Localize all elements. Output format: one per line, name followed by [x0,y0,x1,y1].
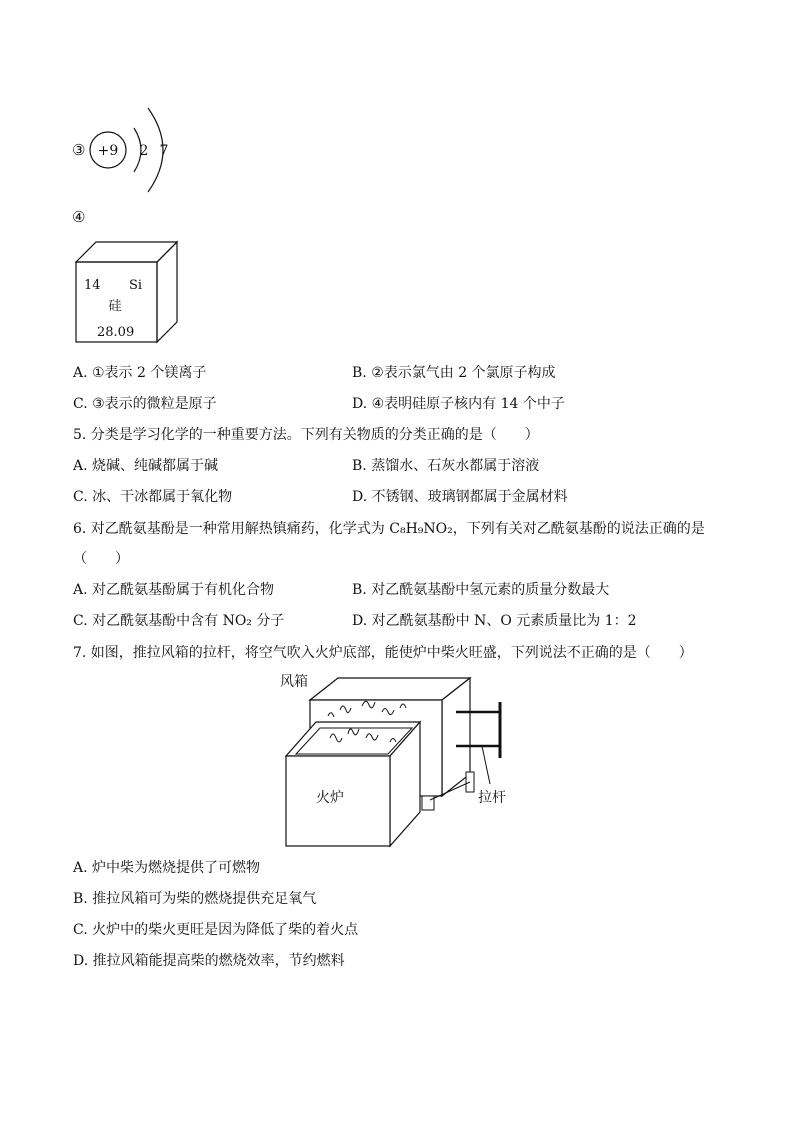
q6-stem-line2: （ ） [73,551,129,567]
q4-option-a: A. ①表示 2 个镁离子 [73,365,207,381]
rod-label: 拉杆 [478,790,506,806]
furnace-label: 火炉 [316,790,344,806]
q5-option-b: B. 蒸馏水、石灰水都属于溶液 [352,458,540,474]
nucleus-charge: +9 [97,143,119,159]
shell-electrons-1: 2 [139,143,149,159]
bellows-furnace-figure [270,672,520,852]
q5-option-d: D. 不锈钢、玻璃钢都属于金属材料 [352,489,568,505]
rod-label-leader [482,746,490,784]
q5-option-a: A. 烧碱、纯碱都属于碱 [73,458,219,474]
q6-option-a: A. 对乙酰氨基酚属于有机化合物 [73,582,275,598]
atomic-number: 14 [84,278,101,293]
q7-option-c: C. 火炉中的柴火更旺是因为降低了柴的着火点 [73,922,359,938]
item3-marker: ③ [72,141,86,159]
bellows-label: 风箱 [280,674,308,690]
q5-stem: 5. 分类是学习化学的一种重要方法。下列有关物质的分类正确的是（ ） [73,427,539,443]
q7-stem: 7. 如图，推拉风箱的拉杆，将空气吹入火炉底部，能使炉中柴火旺盛，下列说法不正确的是（ ） [73,645,693,661]
item4-marker: ④ [72,208,86,226]
q5-option-c: C. 冰、干冰都属于氧化物 [73,489,233,505]
q6-option-d: D. 对乙酰氨基酚中 N、O 元素质量比为 1：2 [352,613,637,629]
q4-option-c: C. ③表示的微粒是原子 [73,396,217,412]
q6-stem-line1: 6. 对乙酰氨基酚是一种常用解热镇痛药，化学式为 C₈H₉NO₂，下列有关对乙酰氨基酚的说法正确的是 [73,521,705,537]
atom-structure-diagram [86,104,186,194]
atomic-mass: 28.09 [97,325,135,340]
q6-option-c: C. 对乙酰氨基酚中含有 NO₂ 分子 [73,613,285,629]
element-symbol: Si [129,278,143,293]
q4-option-d: D. ④表明硅原子核内有 14 个中子 [352,396,565,412]
element-card-silicon [74,240,184,346]
card-top-face [76,242,177,262]
q7-option-a: A. 炉中柴为燃烧提供了可燃物 [73,860,261,876]
element-name: 硅 [108,299,122,314]
q7-option-d: D. 推拉风箱能提高柴的燃烧效率，节约燃料 [73,953,345,969]
bellows-stand-left [422,796,434,810]
shell-electrons-2: 7 [159,143,169,159]
q4-option-b: B. ②表示氯气由 2 个氯原子构成 [352,365,556,381]
card-side-face [157,242,177,342]
q7-option-b: B. 推拉风箱可为柴的燃烧提供充足氧气 [73,891,317,907]
q6-option-b: B. 对乙酰氨基酚中氢元素的质量分数最大 [352,582,610,598]
